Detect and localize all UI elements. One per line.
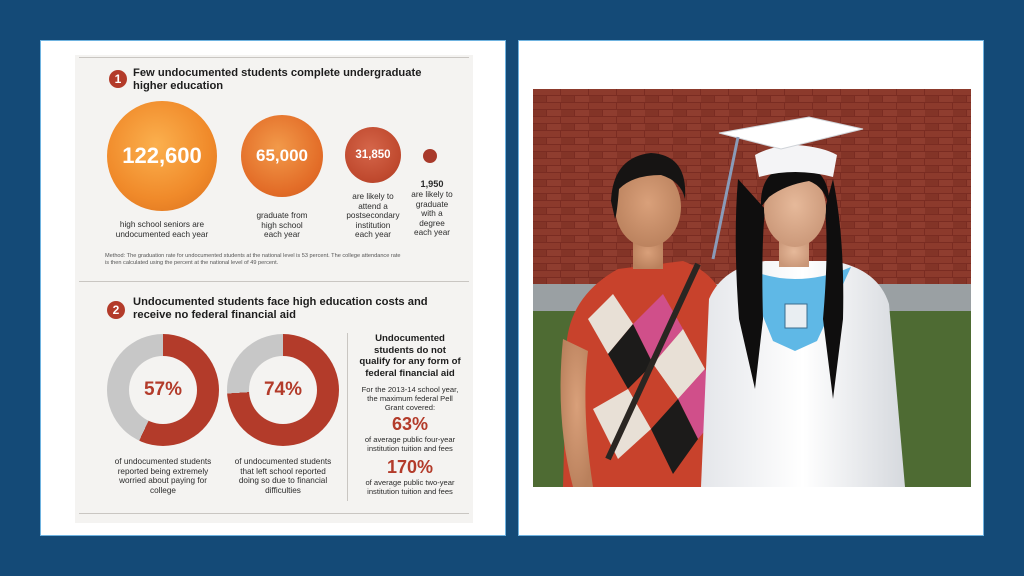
pell-stat-170-caption: of average public two-year institution tuition and fees — [365, 478, 455, 497]
infographic-document — [75, 55, 473, 523]
section2-title-line2: receive no federal financial aid — [133, 309, 296, 321]
graduation-photo — [533, 89, 971, 487]
donut-chart-57 — [107, 334, 219, 446]
stat-circle-1950 — [423, 149, 437, 163]
pell-stat-63-caption: of average public four-year institution tuition and fees — [364, 435, 456, 454]
side-title: Undocumented students do not qualify for any form of federal financial aid — [359, 333, 461, 379]
method-note: Method: The graduation rate for undocumented students at the national level is 53 percent. The college attendance rate is then calculated using the percent at the national level of 49 percent. — [105, 253, 401, 266]
side-intro: For the 2013-14 school year, the maximum federal Pell Grant covered: — [361, 385, 459, 413]
stat-value-1950: 1,950 — [420, 179, 444, 189]
infographic-panel — [40, 40, 506, 536]
section1-number-badge: 1 — [109, 70, 127, 88]
stat-caption-65000: graduate from high school each year — [256, 211, 308, 240]
stat-circle-122600: 122,600 — [107, 101, 217, 211]
bottom-rule — [79, 513, 469, 514]
section2-number-badge: 2 — [107, 301, 125, 319]
photo-panel — [518, 40, 984, 536]
donut-caption-74: of undocumented students that left school reported doing so due to financial difficulties — [234, 457, 332, 495]
stat-circle-31850: 31,850 — [345, 127, 401, 183]
stat-caption-31850: are likely to attend a postsecondary institution each year — [346, 192, 400, 240]
section2-title-line1: Undocumented students face high education costs and — [133, 296, 428, 308]
stat-caption-1950: 1,950 are likely to graduate with a degree each year — [409, 179, 455, 238]
donut-chart-74 — [227, 334, 339, 446]
side-divider — [347, 333, 348, 501]
stat-caption-122600: high school seniors are undocumented each year — [115, 220, 209, 239]
section1-title-line1: Few undocumented students complete undergraduate — [133, 67, 422, 79]
donut-label-57: 57% — [129, 356, 197, 424]
donut-label-74: 74% — [249, 356, 317, 424]
donut-caption-57: of undocumented students reported being extremely worried about paying for college — [114, 457, 212, 495]
pell-stat-170: 170% — [386, 457, 434, 477]
section-divider — [79, 281, 469, 282]
section1-title-line2: higher education — [133, 80, 224, 92]
top-rule — [79, 57, 469, 58]
stat-circle-65000: 65,000 — [241, 115, 323, 197]
pell-stat-63: 63% — [391, 414, 429, 434]
